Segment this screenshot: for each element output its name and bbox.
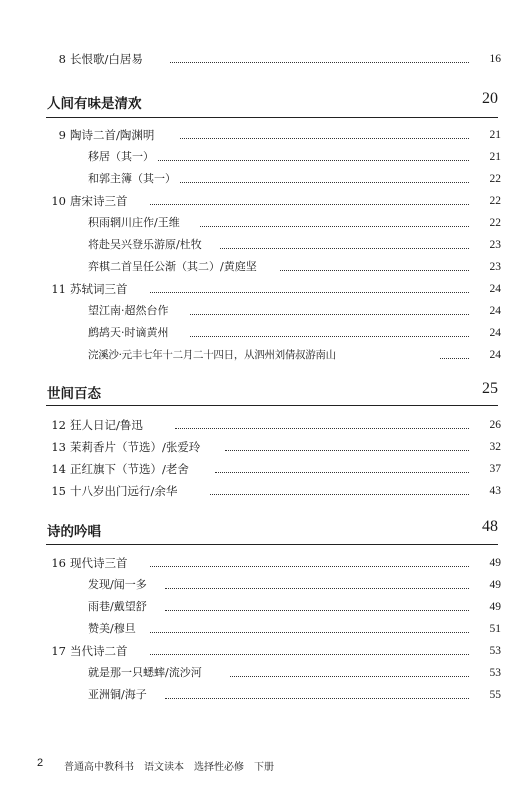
entry-title: 雨巷/戴望舒 [88, 596, 151, 618]
section-rule [46, 405, 498, 406]
entry-title: 正红旗下（节选）/老舍 [70, 458, 193, 480]
leader-dots [165, 698, 493, 699]
leader-dots [165, 588, 493, 589]
entry-title: 和郭主簿（其一） [88, 168, 180, 190]
section-title: 诗的吟唱 [47, 524, 101, 540]
entry-number: 16 [51, 556, 66, 570]
leader-dots [150, 292, 493, 293]
leader-dots [175, 428, 493, 429]
toc-entry[interactable] [0, 278, 525, 300]
section-page: 48 [482, 518, 498, 535]
toc-subentry[interactable] [0, 596, 525, 618]
section-header[interactable] [0, 378, 525, 406]
section-header[interactable] [0, 516, 525, 544]
toc-entry[interactable] [0, 124, 525, 146]
entry-title: 茉莉香片（节选）/张爱玲 [70, 436, 204, 458]
leader-dots [220, 248, 493, 249]
section-page: 20 [482, 90, 498, 107]
section-header[interactable] [0, 88, 525, 116]
toc-subentry[interactable] [0, 212, 525, 234]
leader-dots [150, 160, 493, 161]
entry-page: 49 [470, 596, 501, 618]
toc-subentry[interactable] [0, 662, 525, 684]
toc-subentry[interactable] [0, 146, 525, 168]
section-title: 世间百态 [47, 386, 101, 402]
entry-page: 26 [470, 414, 501, 436]
entry-page: 49 [470, 574, 501, 596]
leader-dots [230, 676, 493, 677]
toc-subentry[interactable] [0, 322, 525, 344]
toc-entry[interactable] [0, 436, 525, 458]
leader-dots [170, 62, 493, 63]
toc-entry[interactable] [0, 48, 525, 70]
entry-page: 55 [470, 684, 501, 706]
entry-title: 唐宋诗三首 [70, 190, 132, 212]
footer-page-number: 2 [37, 757, 44, 769]
entry-number: 14 [51, 462, 66, 476]
leader-dots [225, 450, 493, 451]
entry-page: 24 [470, 300, 501, 322]
toc-subentry[interactable] [0, 574, 525, 596]
entry-title: 赞美/穆旦 [88, 618, 140, 640]
leader-dots [190, 314, 493, 315]
entry-page: 21 [470, 146, 501, 168]
toc-subentry[interactable] [0, 256, 525, 278]
leader-dots [280, 270, 493, 271]
entry-number: 10 [51, 194, 66, 208]
entry-title: 将赴吴兴登乐游原/杜牧 [88, 234, 206, 256]
entry-page: 51 [470, 618, 501, 640]
entry-title: 浣溪沙·元丰七年十二月二十四日，从泗州刘倩叔游南山 [88, 344, 340, 366]
entry-number: 9 [58, 128, 66, 142]
leader-dots [150, 632, 493, 633]
leader-dots [150, 566, 493, 567]
entry-number: 15 [51, 484, 66, 498]
leader-dots [150, 654, 493, 655]
section-rule [46, 117, 498, 118]
toc-subentry[interactable] [0, 168, 525, 190]
entry-page: 32 [470, 436, 501, 458]
entry-page: 23 [470, 256, 501, 278]
entry-number: 12 [51, 418, 66, 432]
entry-title: 十八岁出门远行/余华 [70, 480, 181, 502]
entry-title: 长恨歌/白居易 [70, 48, 147, 70]
toc-entry[interactable] [0, 190, 525, 212]
entry-title: 鹧鸪天·时谪黄州 [88, 322, 173, 344]
leader-dots [210, 494, 493, 495]
toc-subentry[interactable] [0, 618, 525, 640]
toc-entry[interactable] [0, 552, 525, 574]
section-title: 人间有味是清欢 [47, 96, 142, 112]
entry-title: 陶诗二首/陶渊明 [70, 124, 158, 146]
entry-page: 22 [470, 212, 501, 234]
section-page: 25 [482, 380, 498, 397]
entry-title: 当代诗二首 [70, 640, 132, 662]
entry-page: 49 [470, 552, 501, 574]
entry-number: 11 [51, 282, 66, 296]
toc-entry[interactable] [0, 480, 525, 502]
leader-dots [215, 472, 493, 473]
entry-page: 53 [470, 640, 501, 662]
entry-title: 就是那一只蟋蟀/流沙河 [88, 662, 206, 684]
entry-title: 亚洲铜/海子 [88, 684, 151, 706]
entry-title: 弈棋二首呈任公渐（其二）/黄庭坚 [88, 256, 261, 278]
leader-dots [165, 610, 493, 611]
entry-page: 53 [470, 662, 501, 684]
entry-title: 狂人日记/鲁迅 [70, 414, 147, 436]
entry-title: 望江南·超然台作 [88, 300, 173, 322]
entry-number: 8 [58, 52, 66, 66]
entry-page: 43 [470, 480, 501, 502]
entry-number: 17 [51, 644, 66, 658]
toc-subentry[interactable] [0, 234, 525, 256]
entry-page: 24 [470, 344, 501, 366]
page-footer [0, 757, 525, 773]
leader-dots [180, 138, 493, 139]
entry-title: 积雨辋川庄作/王维 [88, 212, 184, 234]
entry-page: 24 [470, 278, 501, 300]
entry-page: 16 [470, 48, 501, 70]
entry-page: 22 [470, 168, 501, 190]
entry-page: 21 [470, 124, 501, 146]
entry-page: 22 [470, 190, 501, 212]
leader-dots [180, 182, 493, 183]
leader-dots [200, 226, 493, 227]
entry-title: 发现/闻一多 [88, 574, 151, 596]
entry-title: 移居（其一） [88, 146, 158, 168]
toc-entry[interactable] [0, 640, 525, 662]
entry-page: 23 [470, 234, 501, 256]
footer-book-title: 普通高中教科书 语文读本 选择性必修 下册 [64, 762, 274, 773]
section-rule [46, 544, 498, 545]
toc-subentry[interactable] [0, 344, 525, 366]
toc-entry[interactable] [0, 414, 525, 436]
entry-page: 37 [470, 458, 501, 480]
leader-dots [150, 204, 493, 205]
toc-subentry[interactable] [0, 684, 525, 706]
leader-dots [190, 336, 493, 337]
entry-title: 现代诗三首 [70, 552, 132, 574]
entry-title: 苏轼词三首 [70, 278, 132, 300]
entry-number: 13 [51, 440, 66, 454]
entry-page: 24 [470, 322, 501, 344]
toc-subentry[interactable] [0, 300, 525, 322]
toc-entry[interactable] [0, 458, 525, 480]
